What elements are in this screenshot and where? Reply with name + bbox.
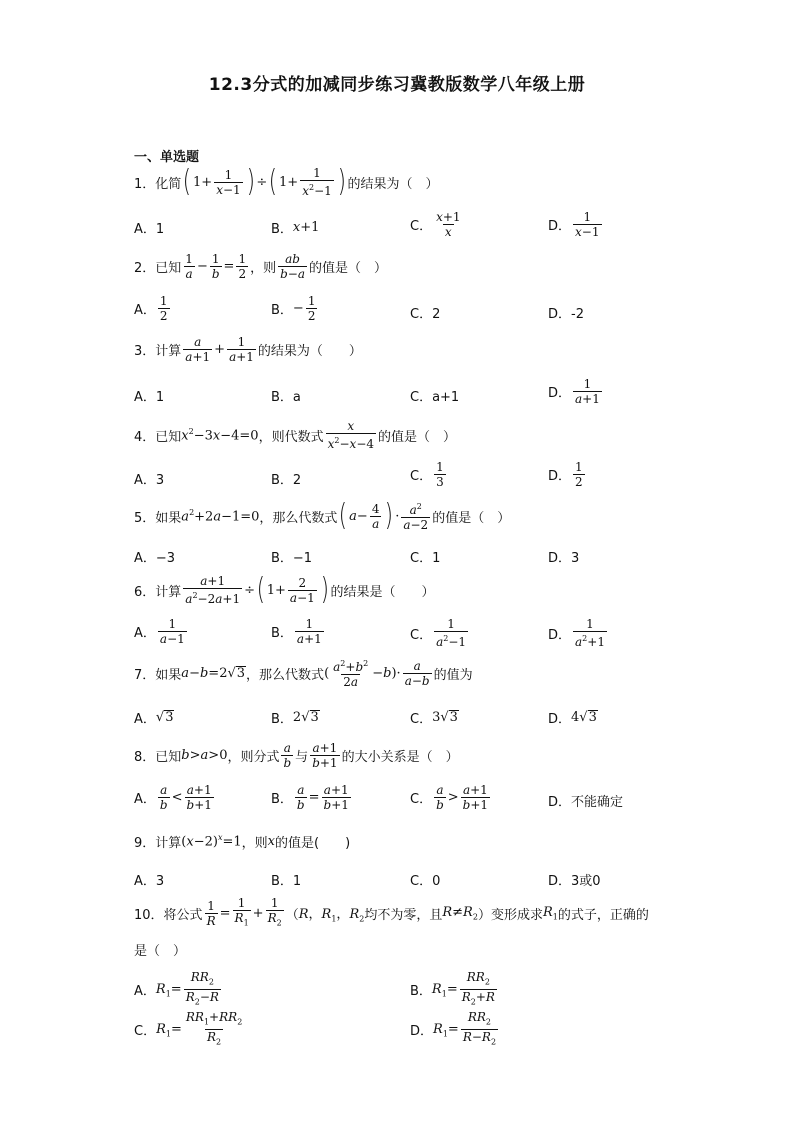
q1-option-a[interactable]: A．1 [134,222,165,237]
question-9: 9． 计算 $(x-2)^x=1$ ，则 x 的值是( ) [134,833,351,851]
q3-option-c[interactable]: C．a+1 [410,390,460,405]
q8-option-c[interactable]: C． $\frac{a}{b}$ > $\frac{a+1}{b+1}$ [410,783,489,812]
question-6: 6． 计算 $\frac{a+1}{a^2-2a+1}$ ÷ ( 1+ $\frac{2}{a-1}$ ) 的结果是（ ） [134,572,435,607]
q10-option-c[interactable]: C． $R_1=$ $\frac{RR_1+RR_2}{R_2}$ [134,1010,246,1050]
q6-option-c[interactable]: C． $\frac{1}{a^2-1}$ [410,617,467,649]
q2-option-b[interactable]: B． − $\frac{1}{2}$ [271,294,316,323]
question-8: 8． 已知 b>a>0 ，则分式 $\frac{a}{b}$ 与 $\frac{a+1}{b+1}$ 的大小关系是（ ） [134,741,459,770]
q9-option-a[interactable]: A．3 [134,874,165,889]
q5-option-b[interactable]: B．−1 [271,551,313,566]
question-7: 7． 如果 a−b=2√ 3 ，那么代数式 ( $\frac{a^2+b^2}{2a}$ −b)· $\frac{a}{a-b}$ 的值为 [134,658,473,689]
q1-option-b[interactable]: B． x +1 [271,220,320,237]
q10-option-b[interactable]: B． $R_1=$ $\frac{RR_2}{R_2+R}$ [410,970,499,1010]
q8-option-d[interactable]: D．不能确定 [548,795,624,810]
q9-option-d[interactable]: D．3或0 [548,874,601,889]
q4-option-a[interactable]: A．3 [134,473,165,488]
q4-option-c[interactable]: C． $\frac{1}{3}$ [410,460,444,489]
q2-option-a[interactable]: A． $\frac{1}{2}$ [134,294,168,323]
question-10-continued: 是（ ） [134,944,187,959]
q2-option-c[interactable]: C．2 [410,307,441,322]
question-2: 2． 已知 $\frac{1}{a}$ − $\frac{1}{b}$ = $\frac{1}{2}$ ，则 $\frac{ab}{b-a}$ 的值是（ ） [134,252,388,281]
question-10: 10． 将公式 $\frac{1}{R}$ = $\frac{1}{R_1}$ + $\frac{1}{R_2}$ （ R，$R_1$，$R_2$ 均不为零，且 $R\ne R_2$ ）变形成求 $R_1$ 的式子，正确的 [134,896,649,930]
question-4: 4． 已知 $x^2-3x-4=0$ ，则代数式 $\frac{x}{x^2-x-4}$ 的值是（ ） [134,419,457,451]
q9-option-b[interactable]: B．1 [271,874,302,889]
question-3: 3． 计算 $\frac{a}{a+1}$ + $\frac{1}{a+1}$ 的结果为（ ） [134,335,362,364]
page-title: 12.3分式的加减同步练习冀教版数学八年级上册 [208,75,586,95]
q6-option-d[interactable]: D． $\frac{1}{a^2+1}$ [548,617,605,649]
q7-option-b[interactable]: B． 2√ 3 [271,710,319,727]
q1-option-d[interactable]: D． $\frac{1}{x-1}$ [548,210,600,239]
q3-option-b[interactable]: B．a [271,390,301,405]
question-1: 1． 化简 ( 1+ $\frac{1}{x-1}$ ) ÷ ( 1+ $\frac{1}{x^2-1}$ ) 的结果为（ ） [134,164,439,199]
question-5: 5． 如果 $a^2+2a-1=0$ ，那么代数式 ( a− $\frac{4}{a}$ ) · $\frac{a^2}{a-2}$ 的值是（ ） [134,498,511,533]
q6-option-a[interactable]: A． $\frac{1}{a-1}$ [134,617,185,646]
q4-option-b[interactable]: B．2 [271,473,302,488]
q2-option-d[interactable]: D．-2 [548,307,584,322]
q10-option-a[interactable]: A． $R_1=$ $\frac{RR_2}{R_2-R}$ [134,970,223,1010]
q3-option-d[interactable]: D． $\frac{1}{a+1}$ [548,377,600,406]
q7-option-a[interactable]: A． √ 3 [134,710,174,727]
q4-option-d[interactable]: D． $\frac{1}{2}$ [548,460,583,489]
q5-option-d[interactable]: D．3 [548,551,580,566]
q8-option-b[interactable]: B． $\frac{a}{b}$ = $\frac{a+1}{b+1}$ [271,783,349,812]
section-heading: 一、单选题 [134,150,200,165]
q1-option-c[interactable]: C． $\frac{x+1}{x}$ [410,210,461,239]
q3-option-a[interactable]: A．1 [134,390,165,405]
q8-option-a[interactable]: A． $\frac{a}{b}$ < $\frac{a+1}{b+1}$ [134,783,212,812]
q5-option-c[interactable]: C．1 [410,551,441,566]
q7-option-d[interactable]: D． 4√ 3 [548,710,597,727]
q5-option-a[interactable]: A．−3 [134,551,176,566]
q10-option-d[interactable]: D． $R_1=$ $\frac{RR_2}{R-R_2}$ [410,1010,500,1050]
q7-option-c[interactable]: C． 3√ 3 [410,710,458,727]
q9-option-c[interactable]: C．0 [410,874,441,889]
q6-option-b[interactable]: B． $\frac{1}{a+1}$ [271,617,322,646]
